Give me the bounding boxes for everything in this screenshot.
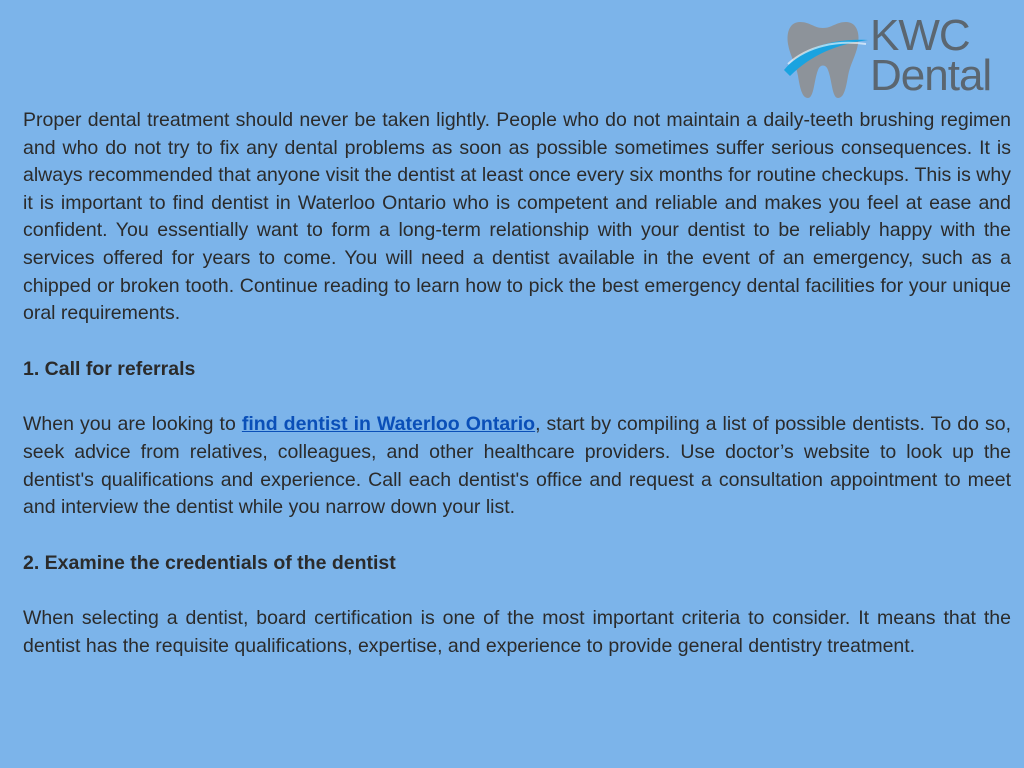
article-body [23,107,1011,661]
intro-paragraph: Proper dental treatment should never be taken lightly. People who do not maintain a daily-teeth brushing regimen and who do not try to fix any dental problems as soon as possible sometimes suffer serious consequences. It is always recommended that anyone visit the dentist at least once every six months for routine checkups. This is why it is important to find dentist in Waterloo Ontario who is competent and reliable and makes you feel at ease and confident. You essentially want to form a long-term relationship with your dentist to be reliably happy with the services offered for years to come. You will need a dentist available in the event of an emergency, such as a chipped or broken tooth. Continue reading to learn how to pick the best emergency dental facilities for your unique oral requirements. [23,109,1011,325]
logo-wordmark [870,11,992,100]
kwc-dental-logo [782,11,998,100]
section2-paragraph: When selecting a dentist, board certification is one of the most important criteria to consider. It means that the dentist has the requisite qualifications, expertise, and experience to provide general dentistry treatment. [23,607,1011,657]
section1-paragraph [23,411,1011,521]
find-dentist-link[interactable]: find dentist in Waterloo Ontario [241,413,536,436]
section1-text-after: , start by compiling a list of possible dentists. To do so, seek advice from relatives, colleagues, and other healthcare providers. Use doctor’s website to look up the dentist's qualifications and experience. Call each dentist's office and request a consultation appointment to meet and interview the dentist while you narrow down your list. [23,413,1011,519]
section1-heading: 1. Call for referrals [23,357,196,380]
section2-heading: 2. Examine the credentials of the dentist [23,551,396,574]
logo-line-kwc: KWC [870,11,970,60]
section1-text-before: When you are looking to [23,413,242,436]
tooth-icon [782,14,868,100]
logo-line-dental: Dental [870,51,992,100]
